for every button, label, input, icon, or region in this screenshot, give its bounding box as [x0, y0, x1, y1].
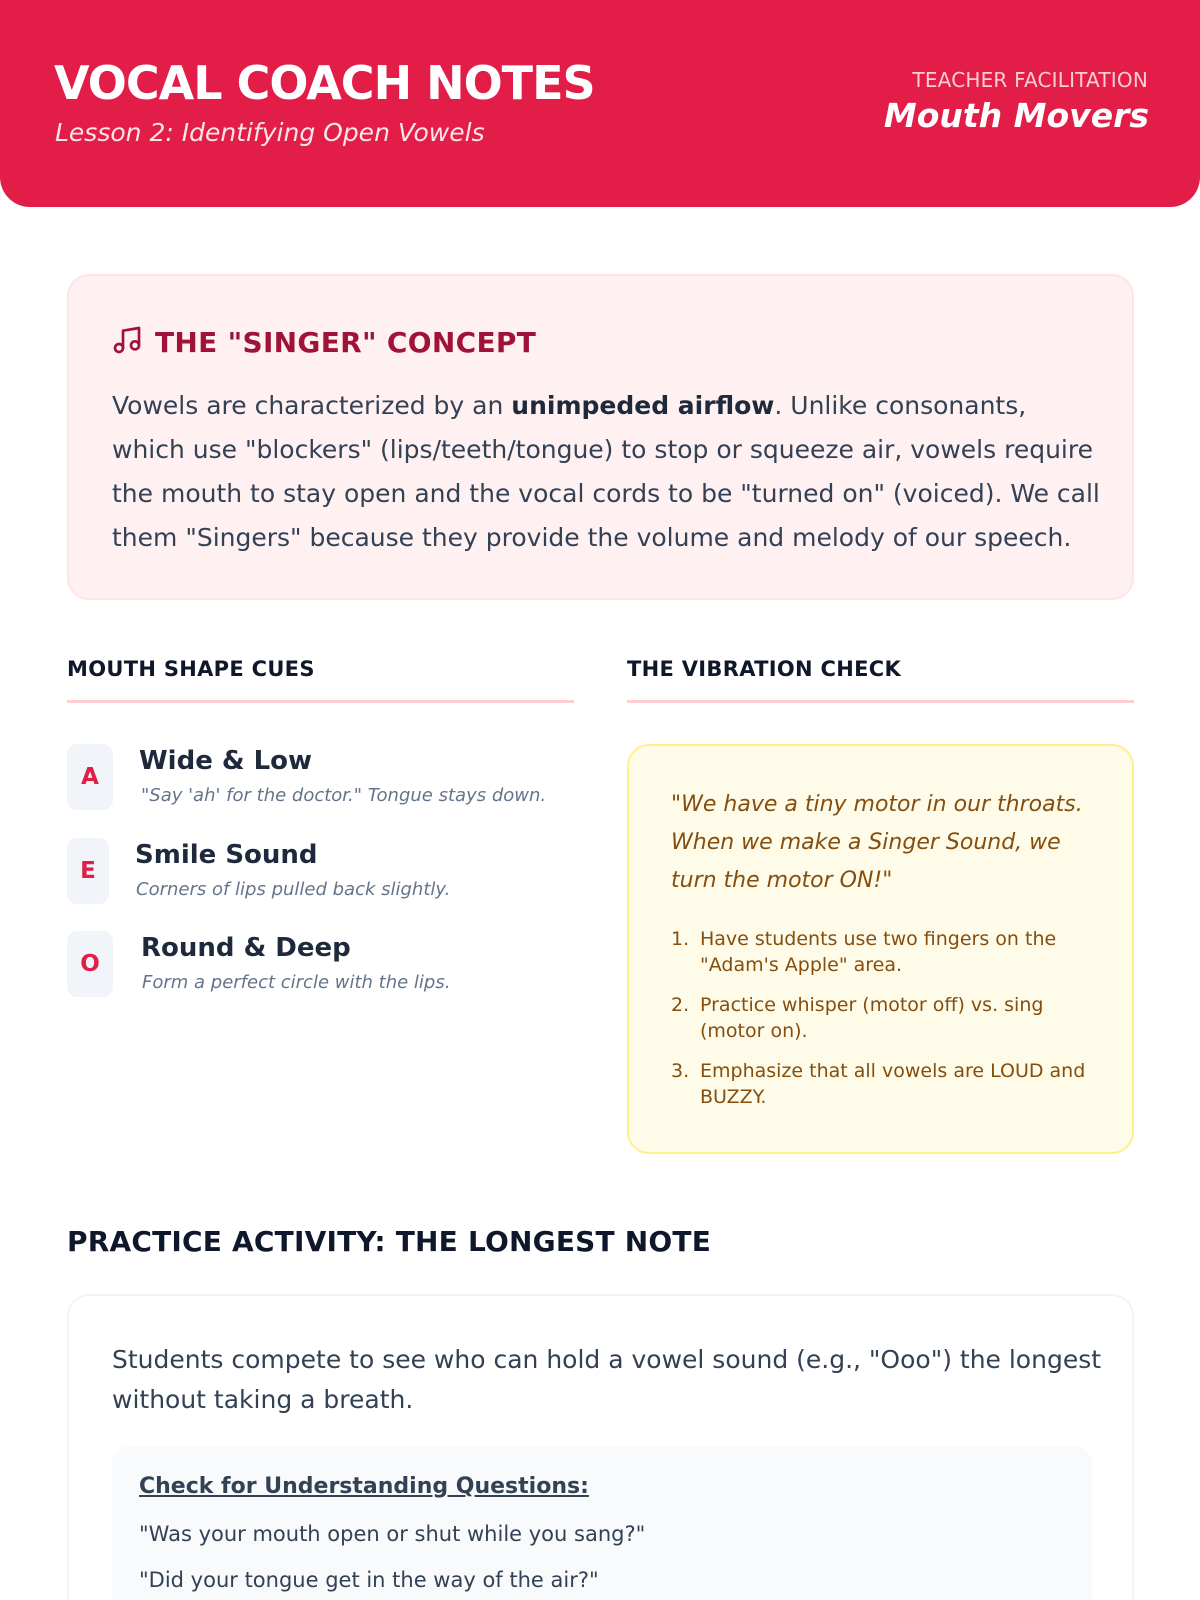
list-item	[671, 1058, 1101, 1110]
concept-title: THE "SINGER" CONCEPT	[155, 325, 537, 359]
page-header	[0, 0, 1200, 207]
mouth-shape-divider	[67, 700, 574, 703]
vibration-check-card	[627, 744, 1134, 1154]
lesson-subtitle: Lesson 2: Identifying Open Vowels	[55, 118, 485, 147]
music-note-icon	[111, 324, 143, 360]
vowel-badge: A	[67, 744, 113, 810]
practice-description: Students compete to see who can hold a vowel sound (e.g., "Ooo") the longest without taking a breath.	[112, 1345, 1102, 1414]
header-kicker: TEACHER FACILITATION	[912, 68, 1148, 92]
step-text: Practice whisper (motor off) vs. sing (motor on).	[700, 994, 1044, 1042]
page-title: VOCAL COACH NOTES	[54, 56, 595, 110]
concept-key-term: unimpeded airflow	[511, 391, 775, 420]
singer-concept-card	[67, 274, 1134, 600]
practice-activity-title: PRACTICE ACTIVITY: THE LONGEST NOTE	[67, 1225, 712, 1258]
step-text: Have students use two fingers on the "Adam's Apple" area.	[700, 928, 1057, 976]
step-text: Emphasize that all vowels are LOUD and BUZZY.	[700, 1060, 1086, 1108]
concept-text-start: Vowels are characterized by an	[112, 391, 512, 420]
mouth-shape-heading: MOUTH SHAPE CUES	[67, 657, 315, 681]
cue-title: Smile Sound	[135, 840, 318, 870]
cue-title: Round & Deep	[141, 933, 351, 963]
concept-text-end: . Unlike consonants, which use "blockers" (lips/teeth/tongue) to stop or squeeze air, vowels require the mouth to stay open and the vocal cords to be "turned on" (voiced). We call them "Singers" because they provide the volume and melody of our speech.	[112, 391, 1100, 552]
list-item	[671, 926, 1101, 978]
question-item: "Was your mouth open or shut while you sang?"	[139, 1522, 646, 1546]
question-item: "Did your tongue get in the way of the air?"	[139, 1568, 599, 1592]
vibration-heading: THE VIBRATION CHECK	[627, 657, 902, 681]
concept-description	[112, 384, 1102, 560]
check-understanding-title: Check for Understanding Questions:	[139, 1474, 589, 1499]
cue-description: Corners of lips pulled back slightly.	[136, 879, 451, 900]
program-name: Mouth Movers	[883, 96, 1149, 135]
vowel-badge: O	[67, 931, 113, 997]
cue-description: Form a perfect circle with the lips.	[142, 972, 451, 993]
cue-description: "Say 'ah' for the doctor." Tongue stays down.	[141, 785, 547, 806]
step-number: 1.	[671, 928, 690, 950]
concept-heading	[111, 324, 536, 360]
vibration-steps-list	[671, 926, 1101, 1124]
cue-title: Wide & Low	[139, 746, 313, 776]
check-understanding-box	[112, 1446, 1092, 1600]
practice-activity-card	[67, 1294, 1134, 1600]
step-number: 3.	[671, 1060, 690, 1082]
vibration-divider	[627, 700, 1134, 703]
list-item	[671, 992, 1101, 1044]
vowel-badge: E	[67, 838, 109, 904]
step-number: 2.	[671, 994, 690, 1016]
teacher-script-quote: "We have a tiny motor in our throats. When we make a Singer Sound, we turn the motor ON!"	[671, 792, 1083, 893]
